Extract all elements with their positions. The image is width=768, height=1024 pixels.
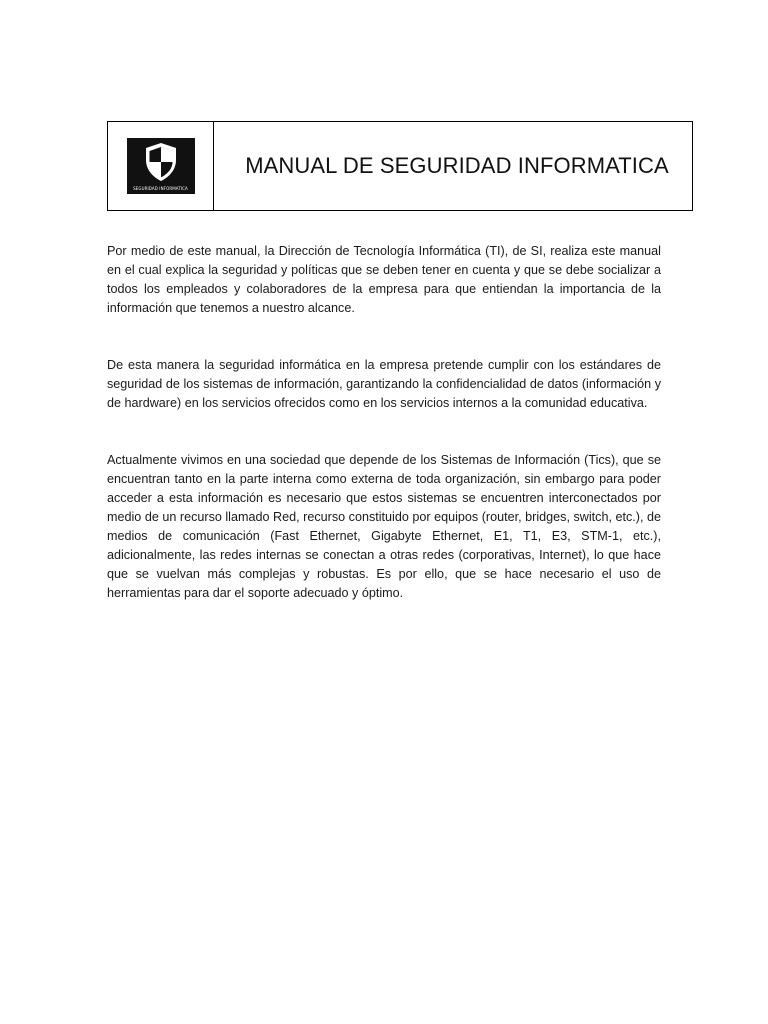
security-logo <box>127 138 195 194</box>
shield-icon <box>144 142 178 182</box>
logo-caption: SEGURIDAD INFORMATICA <box>133 186 188 191</box>
paragraph-intro: Por medio de este manual, la Dirección de Tecnología Informática (TI), de SI, realiza este manual en el cual explica la seguridad y políticas que se deben tener en cuenta y que se debe socializar a todos los empleados y colaboradores de la empresa para que entiendan la importancia de la información que tenemos a nuestro alcance. <box>107 244 661 315</box>
logo-cell <box>108 122 214 210</box>
paragraph-standards: De esta manera la seguridad informática en la empresa pretende cumplir con los estándares de seguridad de los sistemas de información, garantizando la confidencialidad de datos (información y de hardware) en los servicios ofrecidos como en los servicios internos a la comunidad educativa. <box>107 358 661 410</box>
document-title: MANUAL DE SEGURIDAD INFORMATICA <box>245 153 669 178</box>
paragraph-networks: Actualmente vivimos en una sociedad que depende de los Sistemas de Información (Tics), que se encuentran tanto en la parte interna como externa de toda organización, sin embargo para poder acceder a esta información es necesario que estos sistemas se encuentren interconectados por medio de un recurso llamado Red, recurso constituido por equipos (router, bridges, switch, etc.), de medios de comunicación (Fast Ethernet, Gigabyte Ethernet, E1, T1, E3, STM-1, etc.), adicionalmente, las redes internas se conectan a otras redes (corporativas, Internet), lo que hace que se vuelvan más complejas y robustas. Es por ello, que se hace necesario el uso de herramientas para dar el soporte adecuado y óptimo. <box>107 453 661 600</box>
document-body <box>107 242 661 603</box>
document-header-table <box>107 121 693 211</box>
title-cell <box>214 122 692 210</box>
